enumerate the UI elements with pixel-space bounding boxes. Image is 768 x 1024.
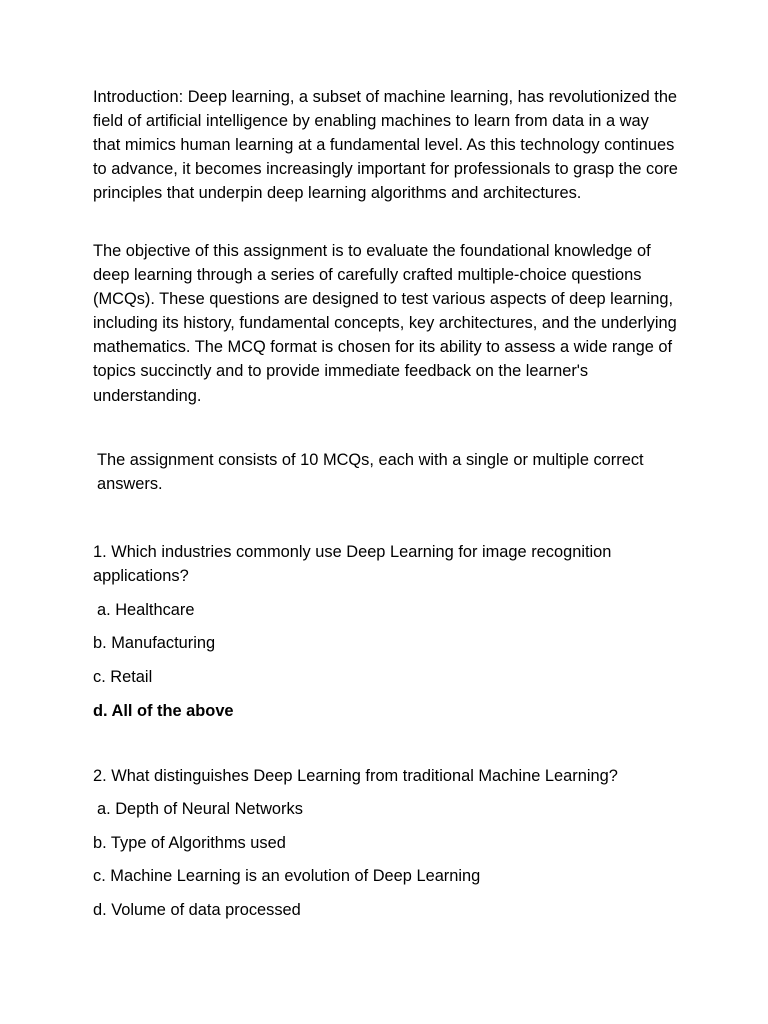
intro-paragraph: Introduction: Deep learning, a subset of machine learning, has revolutionized the field of artificial intelligence by enabling machines to learn from data in a way that mimics human learning at a fundamental level. As this technology continues to advance, it becomes increasingly important for professionals to grasp the core principles that underpin deep learning algorithms and architectures. xyxy=(93,88,678,203)
question-1-option-d: d. All of the above xyxy=(93,702,234,720)
question-2-text: 2. What distinguishes Deep Learning from traditional Machine Learning? xyxy=(93,767,618,785)
question-2-option-d: d. Volume of data processed xyxy=(93,901,301,919)
question-2-option-b: b. Type of Algorithms used xyxy=(93,834,286,852)
question-1-option-b: b. Manufacturing xyxy=(93,634,216,652)
assignment-note: The assignment consists of 10 MCQs, each with a single or multiple correct answers. xyxy=(97,451,644,494)
objective-paragraph: The objective of this assignment is to evaluate the foundational knowledge of deep learning through a series of carefully crafted multiple-choice questions (MCQs). These questions are designed to test various aspects of deep learning, including its history, fundamental concepts, key architectures, and the underlying mathematics. The MCQ format is chosen for its ability to assess a wide range of topics succinctly and to provide immediate feedback on the learner's understanding. xyxy=(93,242,677,405)
question-1-text: 1. Which industries commonly use Deep Learning for image recognition applications? xyxy=(93,543,612,586)
question-1-option-a: a. Healthcare xyxy=(97,601,195,619)
question-1-option-c: c. Retail xyxy=(93,668,153,686)
question-2-option-a: a. Depth of Neural Networks xyxy=(97,800,303,818)
question-2-option-c: c. Machine Learning is an evolution of Deep Learning xyxy=(93,867,481,885)
